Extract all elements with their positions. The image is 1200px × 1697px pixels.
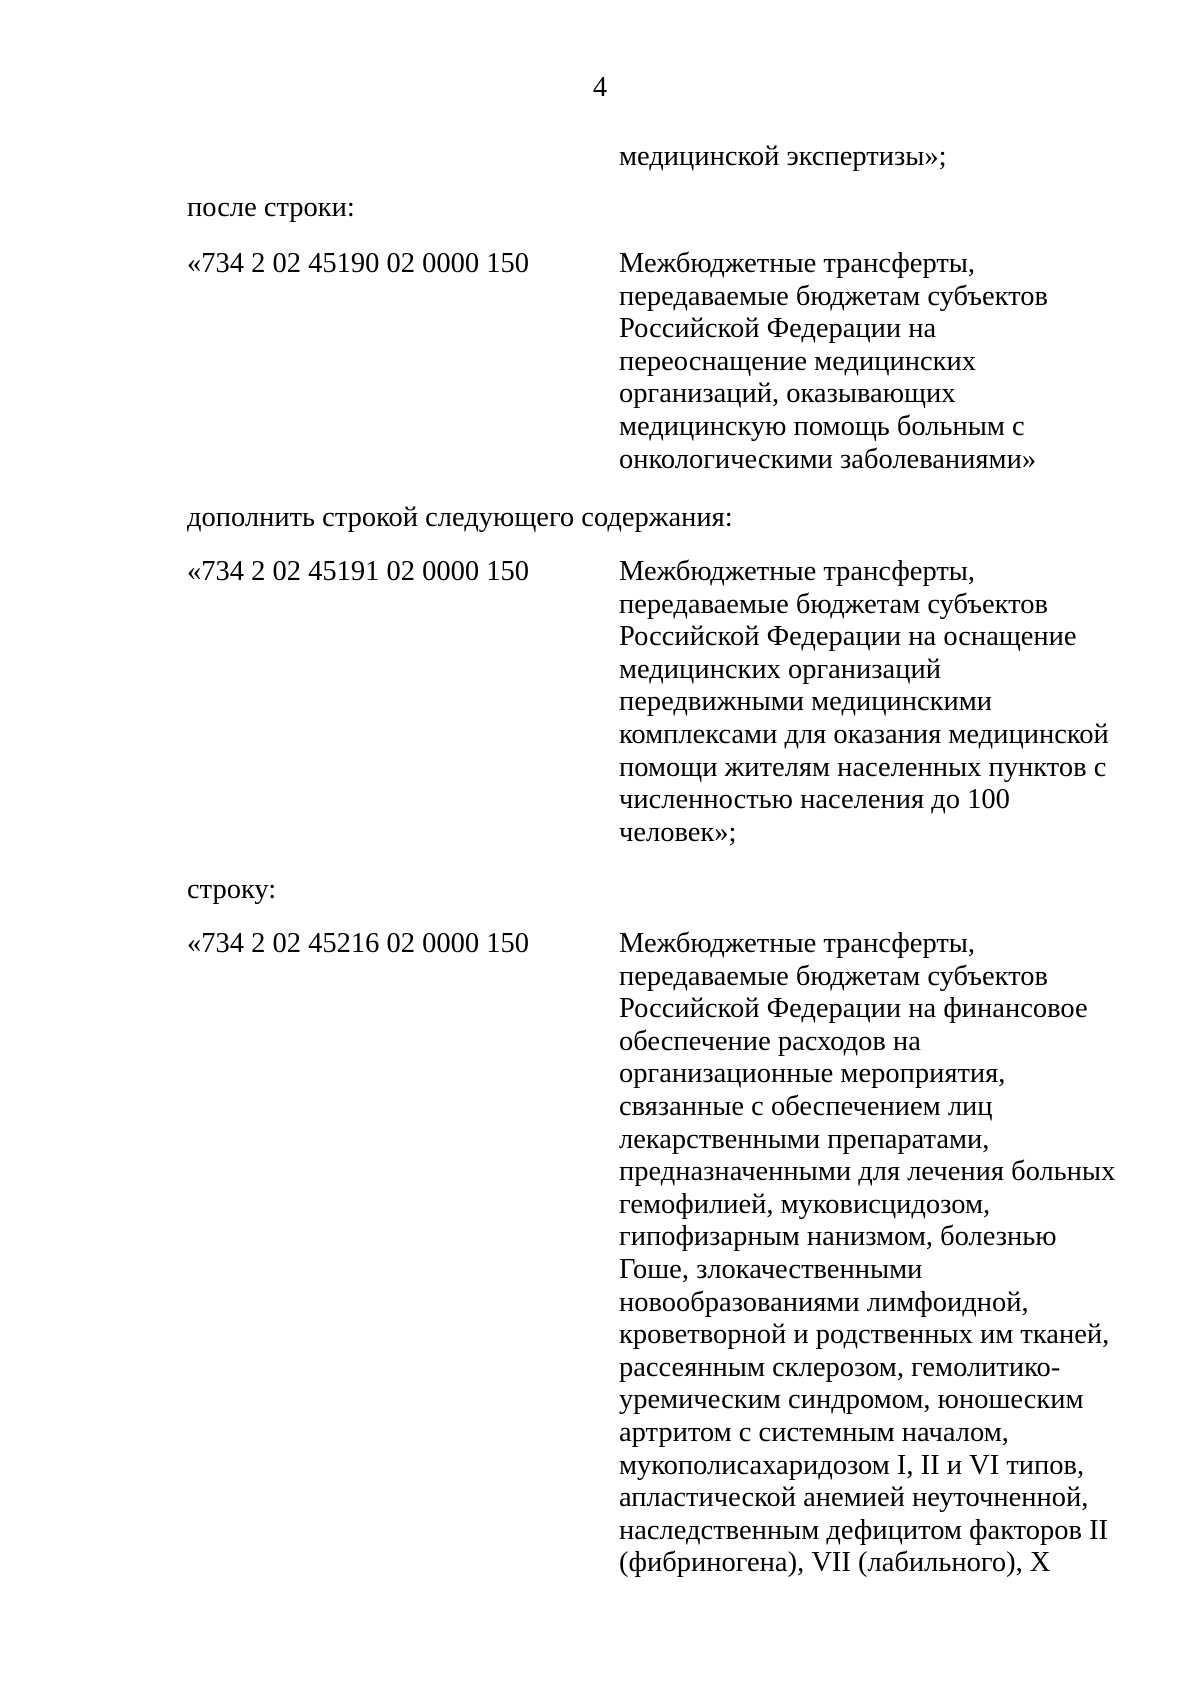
description-line: Российской Федерации на оснащение	[619, 621, 1077, 653]
description-line: организационные мероприятия,	[619, 1058, 1006, 1090]
description-line: мукополисахаридозом I, II и VI типов,	[619, 1449, 1085, 1481]
description-line: человек»;	[619, 816, 737, 848]
budget-description	[619, 248, 1129, 476]
instruction-after-row: после строки:	[187, 192, 355, 223]
instruction-add-row: дополнить строкой следующего содержания:	[187, 502, 733, 533]
description-line: передаваемые бюджетам субъектов	[619, 280, 1048, 312]
description-line: уремическим синдромом, юношеским	[619, 1384, 1084, 1416]
description-line: комплексами для оказания медицинской	[619, 718, 1109, 750]
description-line: Российской Федерации на финансовое	[619, 993, 1088, 1025]
description-line: передаваемые бюджетам субъектов	[619, 588, 1048, 620]
description-line: Российской Федерации на	[619, 313, 937, 345]
description-line: медицинскую помощь больным с	[619, 410, 1025, 442]
budget-description	[619, 928, 1129, 1580]
description-line: обеспечение расходов на	[619, 1025, 921, 1057]
budget-description	[619, 556, 1129, 849]
description-line: Межбюджетные трансферты,	[619, 556, 976, 587]
description-line: переоснащение медицинских	[619, 345, 977, 377]
description-line: онкологическими заболеваниями»	[619, 443, 1037, 475]
description-line: апластической анемией неуточненной,	[619, 1482, 1089, 1514]
page-number: 4	[592, 72, 608, 103]
description-line: гипофизарным нанизмом, болезнью	[619, 1221, 1057, 1253]
description-line: связанные с обеспечением лиц	[619, 1090, 993, 1122]
budget-code: «734 2 02 45191 02 0000 150	[187, 556, 529, 587]
description-line: численностью населения до 100	[619, 784, 1010, 816]
description-line: гемофилией, муковисцидозом,	[619, 1188, 991, 1220]
description-line: (фибриногена), VII (лабильного), X	[619, 1547, 1051, 1579]
continuation-line	[619, 141, 1129, 174]
instruction-row: строку:	[187, 874, 277, 905]
description-line: помощи жителям населенных пунктов с	[619, 751, 1107, 783]
budget-code: «734 2 02 45216 02 0000 150	[187, 928, 529, 959]
description-line: передаваемые бюджетам субъектов	[619, 960, 1048, 992]
budget-code: «734 2 02 45190 02 0000 150	[187, 248, 529, 279]
description-line: рассеянным склерозом, гемолитико-	[619, 1351, 1061, 1383]
description-line: предназначенными для лечения больных	[619, 1156, 1116, 1188]
description-line: лекарственными препаратами,	[619, 1123, 990, 1155]
description-line: новообразованиями лимфоидной,	[619, 1286, 1029, 1318]
description-line: кроветворной и родственных им тканей,	[619, 1319, 1110, 1351]
description-line: Гоше, злокачественными	[619, 1253, 923, 1285]
description-line: медицинских организаций	[619, 653, 941, 685]
description-line: наследственным дефицитом факторов II	[619, 1514, 1109, 1546]
description-line: Межбюджетные трансферты,	[619, 248, 976, 279]
description-line: передвижными медицинскими	[619, 686, 992, 718]
description-line: Межбюджетные трансферты,	[619, 928, 976, 959]
description-line: организаций, оказывающих	[619, 378, 956, 410]
continuation-text: медицинской экспертизы»;	[619, 141, 947, 172]
description-line: артритом с системным началом,	[619, 1416, 1009, 1448]
